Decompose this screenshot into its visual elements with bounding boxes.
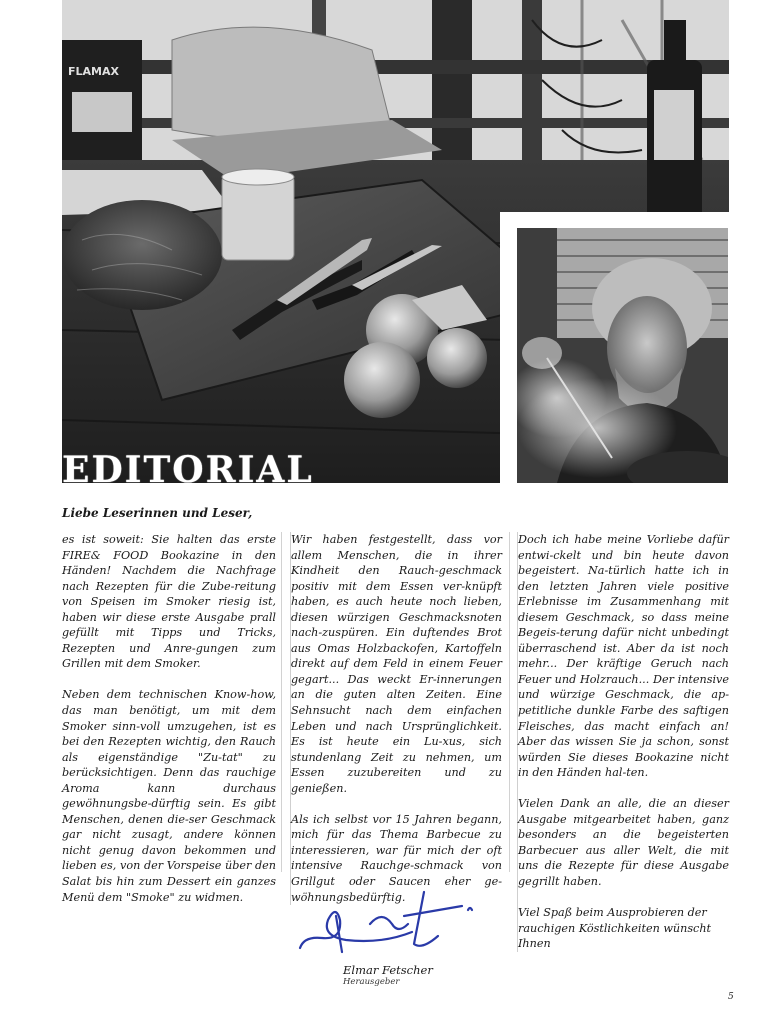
- paragraph: Vielen Dank an alle, die an dieser Ausgabe mitgearbeitet haben, ganz besonders an die begeisterten Barbecuer aus aller Welt, die mit uns die Rezepte für diese Ausgabe gegrillt haben.: [518, 797, 729, 888]
- author-role: Herausgeber: [343, 977, 400, 987]
- inset-frame-left: [500, 212, 517, 483]
- page-title: EDITORIAL: [62, 449, 314, 491]
- paragraph: Viel Spaß beim Ausprobieren der rauchigen Köstlichkeiten wünscht Ihnen: [518, 906, 712, 951]
- text-column-3: [517, 532, 729, 952]
- paragraph: Als ich selbst vor 15 Jahren begann, mich für das Thema Barbecue zu interessieren, war für mich der oft intensive Rauchge-schmack von Grillgut oder Saucen eher ge-wöhnungsbedürftig.: [291, 812, 502, 904]
- paragraph: es ist soweit: Sie halten das erste FIRE& FOOD Bookazine in den Händen! Nachdem die Nachfrage nach Rezepten für die Zube-reitung von Speisen im Smoker riesig ist, haben wir diese erste Ausgabe prall gefüllt mit Tipps und Tricks, Rezepten und Anre-gungen zum Grillen mit dem Smoker.: [62, 533, 276, 671]
- column-divider: [509, 532, 510, 872]
- flamax-label: FLAMAX: [68, 65, 119, 78]
- author-name: Elmar Fetscher: [343, 963, 433, 977]
- inset-photo-author: [517, 228, 728, 483]
- handwritten-signature: [292, 880, 492, 960]
- paragraph: Doch ich habe meine Vorliebe dafür entwi-ckelt und bin heute davon begeistert. Na-türlich hatte ich in den letzten Jahren viele positive Erlebnisse im Zusammenhang mit diesem Geschmack, so dass meine Begeis-terung dafür nicht unbedingt überraschend ist. Aber da ist noch mehr... Der kräftige Geruch nach Feuer und Holzrauch... Der intensive und würzige Geschmack, die ap-petitliche dunkle Farbe des saftigen Fleisches, das macht einfach an! Aber das wissen Sie ja schon, sonst würden Sie dieses Bookazine nicht in den Händen hal-ten.: [518, 533, 729, 780]
- column-divider: [281, 532, 282, 872]
- paragraph: Wir haben festgestellt, dass vor allem Menschen, die in ihrer Kindheit den Rauch-geschmack positiv mit dem Essen ver-knüpft haben, es auch heute noch lieben, diesen würzigen Geschmacksnoten nach-zuspüren. Ein duftendes Brot aus Omas Holzbackofen, Kartoffeln direkt auf dem Feld in einem Feuer gegart... Das weckt Er-innerungen an die guten alten Zeiten. Eine Sehnsucht nach dem einfachen Leben und nach Ursprünglichkeit. Es ist heute ein Lu-xus, sich stundenlang Zeit zu nehmen, um Essen zuzubereiten und zu genießen.: [291, 533, 502, 795]
- text-column-1: [62, 532, 276, 905]
- page-number: 5: [728, 992, 734, 1002]
- paragraph: Neben dem technischen Know-how, das man benötigt, um mit dem Smoker sinn-voll umzugehen, ist es bei den Rezepten wichtig, den Rauch als eigenständige "Zu-tat" zu berücksichtigen. Denn das rauchige Aroma kann durchaus gewöhnungsbe-dürftig sein. Es gibt Menschen, denen die-ser Geschmack gar nicht zusagt, andere können nicht genug davon bekommen und lieben es, von der Vorspeise über den Salat bis hin zum Dessert ein ganzes Menü dem "Smoke" zu widmen.: [62, 688, 276, 904]
- text-column-2: [290, 532, 502, 905]
- salutation: Liebe Leserinnen und Leser,: [62, 506, 253, 520]
